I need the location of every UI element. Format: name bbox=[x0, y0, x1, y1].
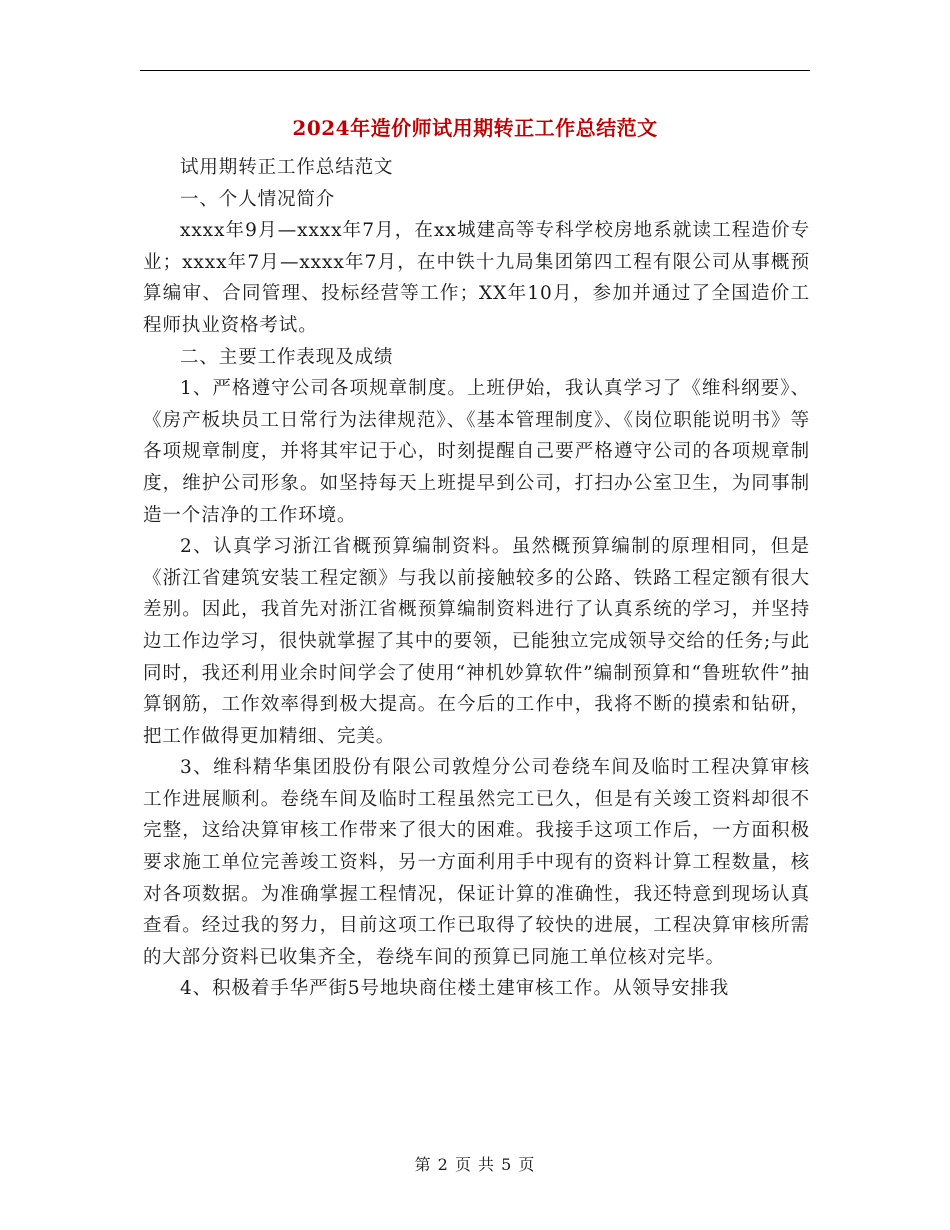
section-heading-work-performance: 二、主要工作表现及成绩 bbox=[180, 346, 394, 368]
paragraph-item-1: 1、严格遵守公司各项规章制度。上班伊始，我认真学习了《维科纲要》、《房产板块员工日常行为法律规范》、《基本管理制度》、《岗位职能说明书》等各项规章制度，并将其牢记于心，时刻提醒自己要严格遵守公司的各项规章制度，维护公司形象。如坚持每天上班提早到公司，打扫办公室卫生，为同事制造一个洁净的工作环境。 bbox=[143, 378, 810, 526]
header-rule bbox=[140, 70, 810, 71]
page-number-footer: 第 2 页 共 5 页 bbox=[414, 1155, 536, 1174]
paragraph-item-4: 4、积极着手华严街5号地块商住楼土建审核工作。从领导安排我 bbox=[180, 978, 730, 1000]
document-body bbox=[143, 152, 810, 1005]
paragraph-item-2: 2、认真学习浙江省概预算编制资料。虽然概预算编制的原理相同，但是《浙江省建筑安装工程定额》与我以前接触较多的公路、铁路工程定额有很大差别。因此，我首先对浙江省概预算编制资料进行了认真系统的学习，并坚持边工作边学习，很快就掌握了其中的要领，已能独立完成领导交给的任务;与此同时，我还利用业余时间学会了使用“神机妙算软件”编制预算和“鲁班软件”抽算钢筋，工作效率得到极大提高。在今后的工作中，我将不断的摸索和钻研，把工作做得更加精细、完美。 bbox=[143, 536, 810, 747]
section-heading-personal-info: 一、个人情况简介 bbox=[180, 188, 336, 210]
paragraph-personal-info: xxxx年9月—xxxx年7月，在xx城建高等专科学校房地系就读工程造价专业；xxxx年7月—xxxx年7月，在中铁十九局集团第四工程有限公司从事概预算编审、合同管理、投标经营等工作；XX年10月，参加并通过了全国造价工程师执业资格考试。 bbox=[143, 220, 810, 336]
paragraph-subtitle: 试用期转正工作总结范文 bbox=[180, 157, 394, 178]
paragraph-item-3: 3、维科精华集团股份有限公司敦煌分公司卷绕车间及临时工程决算审核工作进展顺利。卷绕车间及临时工程虽然完工已久，但是有关竣工资料却很不完整，这给决算审核工作带来了很大的困难。我接手这项工作后，一方面积极要求施工单位完善竣工资料，另一方面利用手中现有的资料计算工程数量，核对各项数据。为准确掌握工程情况，保证计算的准确性，我还特意到现场认真查看。经过我的努力，目前这项工作已取得了较快的进展，工程决算审核所需的大部分资料已收集齐全，卷绕车间的预算已同施工单位核对完毕。 bbox=[143, 757, 810, 968]
document-title: 2024年造价师试用期转正工作总结范文 bbox=[292, 116, 658, 140]
